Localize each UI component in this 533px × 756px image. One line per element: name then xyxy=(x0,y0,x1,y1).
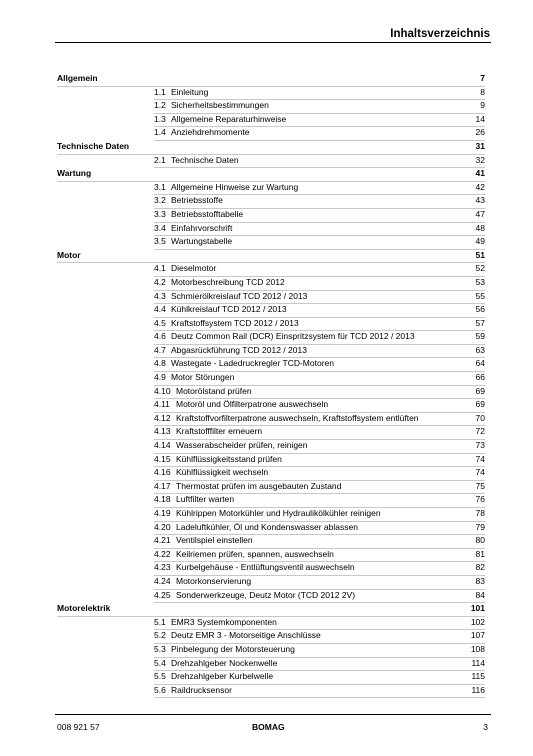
toc-section-row[interactable] xyxy=(57,291,485,305)
toc-section-row[interactable] xyxy=(57,454,485,468)
footer-brand: BOMAG xyxy=(252,722,285,732)
toc-page-number: 7 xyxy=(480,73,485,83)
toc-page-number: 48 xyxy=(475,222,485,233)
toc-section-row[interactable] xyxy=(57,127,485,141)
toc-page-number: 108 xyxy=(470,643,485,654)
toc-page-number: 102 xyxy=(470,616,485,627)
toc-chapter-row[interactable] xyxy=(57,141,485,155)
toc-section-number: 4.6 xyxy=(154,331,166,342)
toc-section-title: Motorbeschreibung TCD 2012 xyxy=(171,276,285,287)
toc-section-title: Keilriemen prüfen, spannen, auswechseln xyxy=(176,548,334,559)
toc-section-number: 1.4 xyxy=(154,127,166,138)
toc-section-row[interactable] xyxy=(57,304,485,318)
toc-section-title: Sonderwerkzeuge, Deutz Motor (TCD 2012 2V) xyxy=(176,589,356,600)
toc-page-number: 73 xyxy=(475,440,485,451)
toc-section-title: Drehzahlgeber Nockenwelle xyxy=(171,657,278,668)
toc-section-row[interactable] xyxy=(57,209,485,223)
toc-section-title: Kraftstoffsystem TCD 2012 / 2013 xyxy=(171,317,299,328)
toc-section-row[interactable] xyxy=(57,467,485,481)
toc-section-title: Anziehdrehmomente xyxy=(171,127,250,138)
toc-section-title: Betriebsstoffe xyxy=(171,195,223,206)
toc-section-title: Ladeluftkühler, Öl und Kondenswasser ablassen xyxy=(176,521,358,532)
toc-page-number: 115 xyxy=(471,671,485,682)
toc-section-number: 4.11 xyxy=(154,399,170,410)
toc-section-row[interactable] xyxy=(57,100,485,114)
toc-chapter-title: Technische Daten xyxy=(57,140,130,151)
toc-section-title: Wasserabscheider prüfen, reinigen xyxy=(176,440,308,451)
toc-section-title: Einfahrvorschrift xyxy=(171,222,233,233)
toc-section-title: Kühlflüssigkeit wechseln xyxy=(176,467,269,478)
toc-section-row[interactable] xyxy=(57,481,485,495)
toc-section-number: 4.17 xyxy=(154,480,171,491)
page-title: Inhaltsverzeichnis xyxy=(390,28,490,40)
toc-page-number: 80 xyxy=(475,535,485,546)
toc-section-number: 4.23 xyxy=(154,562,171,573)
toc-page-number: 43 xyxy=(475,195,485,206)
toc-page-number: 52 xyxy=(475,263,485,274)
toc-section-number: 5.5 xyxy=(154,671,166,682)
toc-section-title: Wartungstabelle xyxy=(171,236,233,247)
toc-page-number: 116 xyxy=(471,684,485,695)
toc-section-number: 3.4 xyxy=(154,222,166,233)
toc-section-number: 4.18 xyxy=(154,494,171,505)
toc-section-row[interactable] xyxy=(57,644,485,658)
toc-chapter-row[interactable] xyxy=(57,73,485,87)
toc-section-row[interactable] xyxy=(57,195,485,209)
toc-section-row[interactable] xyxy=(57,562,485,576)
toc-page-number: 107 xyxy=(470,630,485,641)
toc-section-number: 4.12 xyxy=(154,412,171,423)
toc-section-number: 4.14 xyxy=(154,440,171,451)
toc-section-title: Allgemeine Reparaturhinweise xyxy=(171,113,287,124)
toc-section-title: Kühlflüssigkeitsstand prüfen xyxy=(176,453,282,464)
toc-chapter-row[interactable] xyxy=(57,250,485,264)
toc-section-row[interactable] xyxy=(57,658,485,672)
toc-section-row[interactable] xyxy=(57,155,485,169)
toc-section-number: 5.1 xyxy=(154,616,166,627)
toc-section-number: 4.4 xyxy=(154,304,166,315)
toc-section-title: Motor Störungen xyxy=(171,372,235,383)
toc-section-number: 4.1 xyxy=(154,263,166,274)
toc-section-title: Deutz EMR 3 - Motorseitige Anschlüsse xyxy=(171,630,321,641)
toc-page-number: 41 xyxy=(475,168,485,179)
toc-chapter-row[interactable] xyxy=(57,603,485,617)
toc-section-number: 4.10 xyxy=(154,385,171,396)
toc-section-row[interactable] xyxy=(57,413,485,427)
toc-section-title: Dieselmotor xyxy=(171,263,217,274)
table-of-contents xyxy=(57,73,485,698)
toc-section-number: 4.19 xyxy=(154,508,171,518)
toc-section-number: 4.3 xyxy=(154,290,166,301)
footer-divider xyxy=(55,714,491,715)
toc-page-number: 59 xyxy=(475,331,485,342)
toc-section-row[interactable] xyxy=(57,358,485,372)
toc-section-number: 5.6 xyxy=(154,684,166,695)
toc-chapter-title: Allgemein xyxy=(57,73,98,83)
toc-page-number: 70 xyxy=(475,412,485,423)
toc-page-number: 81 xyxy=(475,548,485,559)
toc-page-number: 114 xyxy=(471,657,485,668)
toc-chapter-title: Motor xyxy=(57,249,81,260)
toc-section-number: 4.15 xyxy=(154,453,171,464)
toc-section-title: Kühlkreislauf TCD 2012 / 2013 xyxy=(171,304,287,315)
toc-page-number: 72 xyxy=(475,426,485,437)
toc-page-number: 51 xyxy=(475,249,485,260)
toc-page-number: 8 xyxy=(480,86,485,97)
header-divider xyxy=(55,42,491,43)
toc-page-number: 74 xyxy=(475,453,485,464)
toc-section-row[interactable] xyxy=(57,617,485,631)
toc-section-title: Motorölstand prüfen xyxy=(176,385,252,396)
toc-section-number: 3.2 xyxy=(154,195,166,206)
toc-page-number: 69 xyxy=(475,399,485,410)
footer-doc-number: 008 921 57 xyxy=(57,722,100,732)
toc-section-number: 4.16 xyxy=(154,467,171,478)
toc-section-title: Drehzahlgeber Kurbelwelle xyxy=(171,671,274,682)
toc-section-title: Betriebsstofftabelle xyxy=(171,208,244,219)
toc-page-number: 57 xyxy=(475,317,485,328)
toc-page-number: 69 xyxy=(475,385,485,396)
toc-section-row[interactable] xyxy=(57,114,485,128)
toc-page-number: 76 xyxy=(475,494,485,505)
toc-section-number: 5.2 xyxy=(154,630,166,641)
toc-section-number: 4.24 xyxy=(154,575,171,586)
footer-page-number: 3 xyxy=(483,722,488,732)
toc-page-number: 83 xyxy=(475,575,485,586)
toc-section-title: Schmierölkreislauf TCD 2012 / 2013 xyxy=(171,290,308,301)
toc-page-number: 32 xyxy=(475,154,485,165)
toc-page-number: 74 xyxy=(475,467,485,478)
toc-page-number: 84 xyxy=(475,589,485,600)
toc-section-title: EMR3 Systemkomponenten xyxy=(171,616,277,627)
toc-page-number: 14 xyxy=(475,113,485,124)
toc-section-row[interactable] xyxy=(57,263,485,277)
toc-page-number: 55 xyxy=(475,290,485,301)
toc-section-row[interactable] xyxy=(57,399,485,413)
toc-section-number: 4.22 xyxy=(154,548,171,559)
toc-section-number: 1.1 xyxy=(154,86,166,97)
toc-section-row[interactable] xyxy=(57,372,485,386)
toc-section-number: 4.21 xyxy=(154,535,171,546)
toc-section-title: Kühlrippen Motorkühler und Hydraulikölkühler reinigen xyxy=(176,508,381,518)
toc-page-number: 64 xyxy=(475,358,485,369)
toc-section-number: 5.3 xyxy=(154,643,166,654)
toc-section-number: 4.9 xyxy=(154,372,166,383)
toc-page-number: 56 xyxy=(475,304,485,315)
toc-section-row[interactable] xyxy=(57,508,485,522)
toc-section-row[interactable] xyxy=(57,236,485,250)
toc-section-number: 2.1 xyxy=(154,154,166,165)
toc-section-title: Kurbelgehäuse - Entlüftungsventil auswechseln xyxy=(176,562,355,573)
toc-section-row[interactable] xyxy=(57,277,485,291)
toc-section-row[interactable] xyxy=(57,576,485,590)
toc-section-number: 4.13 xyxy=(154,426,171,437)
toc-section-row[interactable] xyxy=(57,318,485,332)
toc-section-row[interactable] xyxy=(57,440,485,454)
toc-section-title: Abgasrückführung TCD 2012 / 2013 xyxy=(171,344,307,355)
toc-section-number: 1.3 xyxy=(154,113,166,124)
toc-section-row[interactable] xyxy=(57,671,485,685)
toc-section-title: Motoröl und Ölfilterpatrone auswechseln xyxy=(176,399,329,410)
toc-page-number: 63 xyxy=(475,344,485,355)
toc-page-number: 49 xyxy=(475,236,485,247)
toc-section-title: Technische Daten xyxy=(171,154,239,165)
toc-page-number: 31 xyxy=(475,140,485,151)
toc-section-title: Sicherheitsbestimmungen xyxy=(171,100,269,111)
toc-section-row[interactable] xyxy=(57,386,485,400)
toc-section-title: Raildrucksensor xyxy=(171,684,232,695)
toc-section-number: 4.5 xyxy=(154,317,166,328)
toc-section-number: 4.8 xyxy=(154,358,166,369)
toc-section-title: Einleitung xyxy=(171,86,209,97)
toc-section-row[interactable] xyxy=(57,426,485,440)
toc-chapter-row[interactable] xyxy=(57,168,485,182)
toc-section-row[interactable] xyxy=(57,223,485,237)
toc-section-title: Motorkonservierung xyxy=(176,575,252,586)
toc-page-number: 101 xyxy=(470,603,485,614)
toc-section-row[interactable] xyxy=(57,494,485,508)
toc-page-number: 47 xyxy=(475,208,485,219)
toc-page-number: 82 xyxy=(475,562,485,573)
toc-page-number: 9 xyxy=(480,100,485,111)
toc-section-number: 4.7 xyxy=(154,344,166,355)
toc-section-title: Thermostat prüfen im ausgebauten Zustand xyxy=(176,480,342,491)
toc-chapter-title: Motorelektrik xyxy=(57,603,111,614)
toc-section-number: 3.1 xyxy=(154,181,166,192)
toc-section-row[interactable] xyxy=(57,522,485,536)
toc-section-number: 3.3 xyxy=(154,208,166,219)
toc-section-number: 4.25 xyxy=(154,589,171,600)
toc-section-number: 4.20 xyxy=(154,521,171,532)
toc-section-row[interactable] xyxy=(57,630,485,644)
toc-section-number: 1.2 xyxy=(154,100,166,111)
toc-section-row[interactable] xyxy=(57,590,485,604)
toc-section-row[interactable] xyxy=(57,535,485,549)
toc-section-title: Kraftstoffvorfilterpatrone auswechseln, Kraftstoffsystem entlüften xyxy=(176,412,419,423)
toc-section-row[interactable] xyxy=(57,685,485,699)
toc-section-row[interactable] xyxy=(57,549,485,563)
toc-section-title: Deutz Common Rail (DCR) Einspritzsystem für TCD 2012 / 2013 xyxy=(171,331,415,342)
toc-section-row[interactable] xyxy=(57,345,485,359)
toc-page-number: 75 xyxy=(475,480,485,491)
toc-section-number: 5.4 xyxy=(154,657,166,668)
toc-section-title: Allgemeine Hinweise zur Wartung xyxy=(171,181,299,192)
toc-section-title: Kraftstofffilter erneuern xyxy=(176,426,263,437)
toc-section-title: Wastegate - Ladedruckregler TCD-Motoren xyxy=(171,358,334,369)
toc-page-number: 66 xyxy=(475,372,485,383)
toc-page-number: 42 xyxy=(475,181,485,192)
toc-page-number: 53 xyxy=(475,276,485,287)
toc-section-title: Luftfilter warten xyxy=(176,494,235,505)
toc-page-number: 78 xyxy=(475,508,485,518)
toc-section-row[interactable] xyxy=(57,87,485,101)
toc-chapter-title: Wartung xyxy=(57,168,92,179)
toc-section-number: 3.5 xyxy=(154,236,166,247)
toc-section-number: 4.2 xyxy=(154,276,166,287)
toc-section-row[interactable] xyxy=(57,331,485,345)
toc-section-title: Ventilspiel einstellen xyxy=(176,535,253,546)
toc-section-row[interactable] xyxy=(57,182,485,196)
toc-page-number: 26 xyxy=(475,127,485,138)
toc-page-number: 79 xyxy=(475,521,485,532)
toc-section-title: Pinbelegung der Motorsteuerung xyxy=(171,643,295,654)
